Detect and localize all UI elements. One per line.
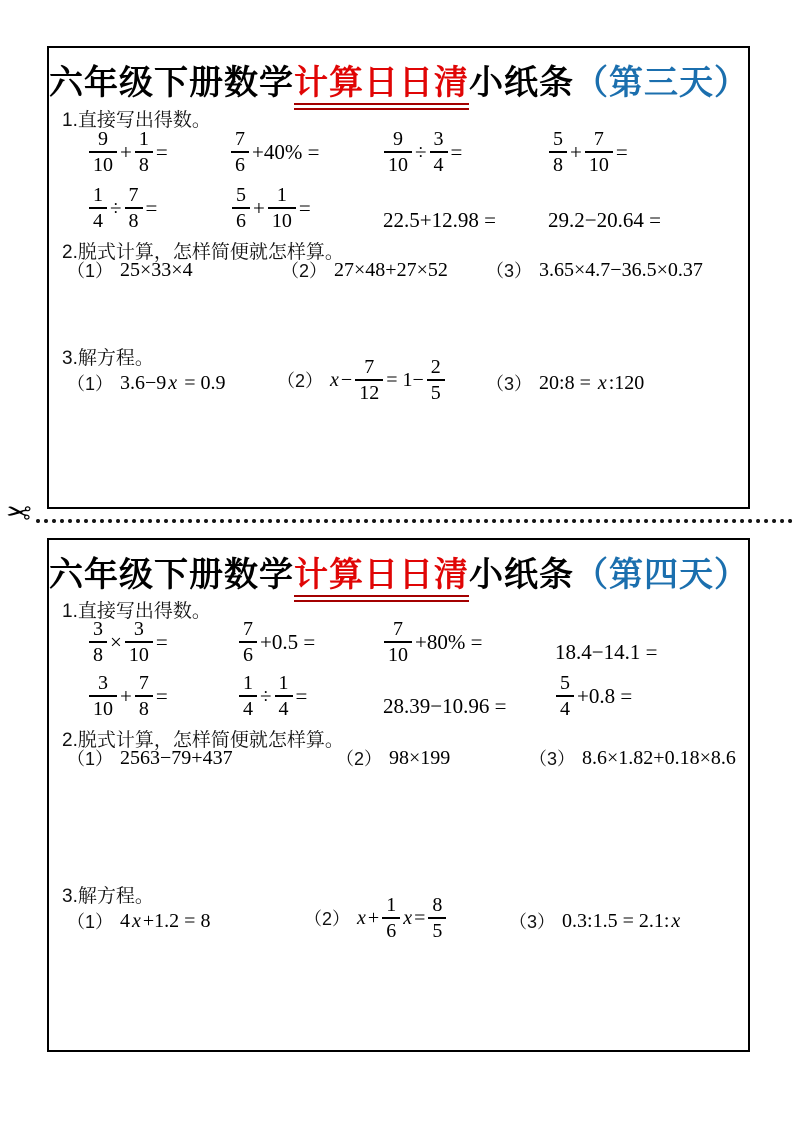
page-title-day3 — [49, 55, 748, 104]
math-text: ÷ — [415, 139, 427, 164]
page-title-day4 — [49, 547, 748, 596]
math-expression — [554, 672, 633, 721]
problem-number: （2） — [304, 909, 351, 930]
section-label-simplify: 2.脱式计算，怎样简便就怎样算。 — [62, 730, 344, 751]
problem-number: （1） — [67, 261, 114, 281]
fraction: $\frac{1}{10}$ — [268, 184, 296, 233]
math-expression — [382, 128, 463, 177]
problem-number: （3） — [509, 912, 556, 932]
math-text: = 0.9 — [179, 371, 226, 394]
math-expression — [229, 128, 320, 177]
title-highlight: 计算日日清 — [294, 64, 469, 110]
math-variable: x — [132, 909, 141, 932]
worksheet-card-day4 — [47, 538, 750, 1052]
math-expression — [237, 618, 316, 667]
math-text: 2563−79+437 — [120, 746, 233, 769]
fraction: $\frac{1}{8}$ — [135, 128, 153, 177]
math-text: + — [120, 683, 132, 708]
problem-item — [529, 745, 737, 771]
math-variable: x — [330, 368, 339, 391]
problem-number: （2） — [336, 749, 383, 769]
title-day-label: （第四天） — [574, 557, 749, 594]
fraction: $\frac{7}{12}$ — [355, 356, 383, 405]
fraction: $\frac{7}{8}$ — [125, 184, 143, 233]
problem-number: （2） — [281, 261, 328, 281]
math-text: = — [145, 195, 158, 220]
problem-number: （1） — [67, 749, 114, 769]
math-text: 20:8 = — [539, 371, 596, 394]
problem-item — [281, 257, 449, 283]
section-label-solve: 3.解方程。 — [62, 348, 154, 369]
title-highlight: 计算日日清 — [294, 556, 469, 602]
fraction: $\frac{1}{4}$ — [239, 672, 257, 721]
math-variable: x — [357, 906, 366, 929]
math-text: 27×48+27×52 — [334, 258, 448, 281]
fraction: $\frac{5}{8}$ — [549, 128, 567, 177]
worksheet-card-day3 — [47, 46, 750, 509]
fraction: $\frac{3}{4}$ — [430, 128, 448, 177]
math-text: + — [120, 139, 132, 164]
math-text: 22.5+12.98 = — [383, 208, 496, 232]
math-text: = — [615, 139, 628, 164]
fraction: $\frac{7}{6}$ — [239, 618, 257, 667]
math-text: + — [253, 195, 265, 220]
math-expression — [581, 747, 737, 770]
math-text: 8.6×1.82+0.18×8.6 — [582, 746, 736, 769]
math-text: +40% = — [252, 139, 320, 164]
title-prefix: 六年级下册数学 — [49, 64, 294, 102]
math-text: = — [155, 139, 168, 164]
problem-number: （3） — [529, 749, 576, 769]
math-text: 28.39−10.96 = — [383, 694, 507, 718]
math-text: = — [450, 139, 463, 164]
math-text: = 1− — [386, 368, 424, 391]
fraction: $\frac{8}{5}$ — [428, 894, 446, 943]
math-text: +0.5 = — [260, 629, 316, 654]
math-expression — [388, 747, 451, 770]
math-text: 0.3:1.5 = 2.1: — [562, 909, 670, 932]
math-variable: x — [671, 909, 681, 932]
fraction: $\frac{3}{8}$ — [89, 618, 107, 667]
math-expression — [119, 259, 194, 282]
math-variable: x — [168, 371, 178, 394]
fraction: $\frac{1}{6}$ — [382, 894, 400, 943]
fraction: $\frac{2}{5}$ — [427, 356, 445, 405]
math-expression — [356, 894, 448, 943]
math-text: − — [340, 368, 353, 391]
math-expression — [382, 618, 483, 667]
fraction: $\frac{5}{6}$ — [232, 184, 250, 233]
math-variable: x — [597, 371, 607, 394]
math-text: ÷ — [260, 683, 272, 708]
fraction: $\frac{7}{10}$ — [384, 618, 412, 667]
math-text: × — [110, 629, 122, 654]
math-text: 3.65×4.7−36.5×0.37 — [539, 258, 703, 281]
math-text: +80% = — [415, 629, 483, 654]
problem-number: （2） — [277, 371, 324, 392]
math-expression — [119, 910, 211, 933]
fraction: $\frac{5}{4}$ — [556, 672, 574, 721]
math-expression — [382, 208, 497, 233]
math-expression — [538, 372, 645, 395]
fraction: $\frac{3}{10}$ — [125, 618, 153, 667]
math-expression — [237, 672, 308, 721]
math-text: = — [155, 683, 168, 708]
problem-item — [486, 370, 645, 396]
title-day-label: （第三天） — [574, 65, 749, 102]
scissors-icon: ✂ — [4, 495, 33, 532]
problem-item — [67, 257, 194, 283]
math-expression — [119, 372, 226, 395]
fraction: $\frac{3}{10}$ — [89, 672, 117, 721]
problem-item — [304, 894, 448, 943]
math-text: ÷ — [110, 195, 122, 220]
problem-number: （3） — [486, 374, 533, 394]
math-expression — [87, 618, 169, 667]
math-text: 18.4−14.1 = — [555, 640, 658, 664]
math-expression — [547, 128, 629, 177]
section-label-oral: 1.直接写出得数。 — [62, 110, 211, 131]
math-text: + — [570, 139, 582, 164]
section-label-oral: 1.直接写出得数。 — [62, 601, 211, 622]
math-text: +1.2 = 8 — [142, 909, 211, 932]
math-text: 98×199 — [389, 746, 451, 769]
section-label-simplify: 2.脱式计算，怎样简便就怎样算。 — [62, 242, 344, 263]
math-text: 4 — [120, 909, 131, 932]
math-expression — [333, 259, 449, 282]
math-text: = — [295, 683, 308, 708]
problem-item — [486, 257, 704, 283]
title-prefix: 六年级下册数学 — [49, 556, 294, 594]
math-text: 3.6−9 — [120, 371, 167, 394]
math-text: +0.8 = — [577, 683, 633, 708]
math-expression — [87, 672, 169, 721]
problem-number: （1） — [67, 374, 114, 394]
math-expression — [329, 356, 447, 405]
fraction: $\frac{7}{6}$ — [231, 128, 249, 177]
math-text: = — [298, 195, 311, 220]
fraction: $\frac{9}{10}$ — [89, 128, 117, 177]
dotted-cut-line — [36, 519, 793, 523]
math-text: = — [414, 906, 426, 929]
math-text: 29.2−20.64 = — [548, 208, 661, 232]
fraction: $\frac{7}{10}$ — [585, 128, 613, 177]
problem-item — [67, 370, 226, 396]
math-expression — [547, 208, 662, 233]
math-text: :120 — [608, 371, 645, 394]
math-text: + — [367, 906, 380, 929]
math-expression — [87, 184, 158, 233]
section-label-solve: 3.解方程。 — [62, 886, 154, 907]
fraction: $\frac{7}{8}$ — [135, 672, 153, 721]
title-suffix: 小纸条 — [469, 556, 574, 594]
math-expression — [87, 128, 169, 177]
math-text: = — [155, 629, 168, 654]
math-expression — [230, 184, 312, 233]
problem-number: （1） — [67, 912, 114, 932]
math-expression — [561, 910, 681, 933]
math-text: 25×33×4 — [120, 258, 193, 281]
fraction: $\frac{9}{10}$ — [384, 128, 412, 177]
fraction: $\frac{1}{4}$ — [89, 184, 107, 233]
problem-number: （3） — [486, 261, 533, 281]
math-expression — [554, 640, 658, 665]
math-expression — [119, 747, 234, 770]
problem-item — [277, 356, 447, 405]
problem-item — [67, 908, 211, 934]
problem-item — [67, 745, 234, 771]
title-suffix: 小纸条 — [469, 64, 574, 102]
math-expression — [538, 259, 704, 282]
problem-item — [336, 745, 451, 771]
math-expression — [382, 694, 507, 719]
math-variable: x — [403, 906, 413, 929]
fraction: $\frac{1}{4}$ — [275, 672, 293, 721]
problem-item — [509, 908, 681, 934]
